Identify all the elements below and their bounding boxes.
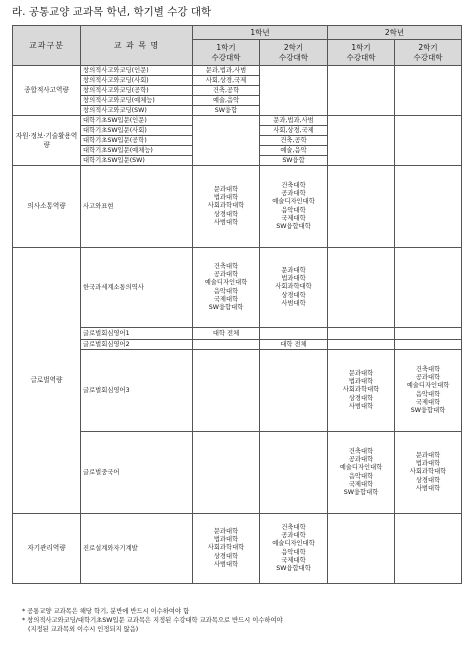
table-row	[13, 514, 462, 584]
category-cell: 글로벌역량	[13, 248, 81, 514]
category-cell: 자기관리역량	[13, 514, 81, 584]
y1s1-cell: 건축,공학	[193, 86, 260, 96]
y1s2-cell: 문과대학 법과대학 사회과학대학 상경대학 사범대학	[260, 248, 328, 328]
table-row	[13, 350, 462, 432]
y1s1-cell: 예술,음악	[193, 96, 260, 106]
y1s1-cell: 문과대학 법과대학 사회과학대학 상경대학 사범대학	[193, 514, 260, 584]
y1s2-cell: 사회,상경,국제	[260, 126, 328, 136]
category-cell: 자원·정보·기술활용역량	[13, 116, 81, 166]
subject-cell: 대학기초SW입문(SW)	[81, 156, 193, 166]
table-row	[13, 166, 462, 248]
subject-cell: 글로벌회심영어3	[81, 350, 193, 432]
y1s2-cell: 건축대학 공과대학 예술디자인대학 음악대학 국제대학 SW융합대학	[260, 514, 328, 584]
course-table	[12, 25, 462, 584]
category-cell: 종합적사고역량	[13, 66, 81, 116]
footnote: (지정된 교과목외 이수시 인정되지 않음)	[28, 626, 139, 634]
footnote: * 창의적사고와코딩/대학기초SW입문 교과목은 지정된 수강대학 교과목으로 반드시 이수하여야	[22, 617, 283, 625]
header-y1-sem2: 2학기 수강대학	[260, 40, 328, 66]
y1s1-cell: 건축대학 공과대학 예술디자인대학 음악대학 국제대학 SW융합대학	[193, 248, 260, 328]
table-row	[13, 432, 462, 514]
y2s2-cell: 건축대학 공과대학 예술디자인대학 음악대학 국제대학 SW융합대학	[395, 350, 462, 432]
subject-cell: 진로설계와자기계발	[81, 514, 193, 584]
y1s2-cell: SW융합	[260, 156, 328, 166]
y1s2-cell: 대학 전체	[260, 340, 328, 350]
y1s2-cell: 예술,음악	[260, 146, 328, 156]
y1s2-cell: 건축대학 공과대학 예술디자인대학 음악대학 국제대학 SW융합대학	[260, 166, 328, 248]
page-title: 라. 공통교양 교과목 학년, 학기별 수강 대학	[12, 6, 212, 18]
table-row	[13, 328, 462, 340]
subject-cell: 창의적사고와코딩(SW)	[81, 106, 193, 116]
subject-cell: 대학기초SW입문(공학)	[81, 136, 193, 146]
subject-cell: 대학기초SW입문(사회)	[81, 126, 193, 136]
subject-cell: 창의적사고와코딩(인문)	[81, 66, 193, 76]
table-row	[13, 66, 462, 76]
subject-cell: 대학기초SW입문(인문)	[81, 116, 193, 126]
subject-cell: 글로벌회심영어2	[81, 340, 193, 350]
y1s1-cell: 문과대학 법과대학 사회과학대학 상경대학 사범대학	[193, 166, 260, 248]
table-row	[13, 248, 462, 328]
header-year2: 2학년	[328, 26, 462, 40]
header-y2-sem2: 2학기 수강대학	[395, 40, 462, 66]
y2s1-cell: 건축대학 공과대학 예술디자인대학 음악대학 국제대학 SW융합대학	[328, 432, 395, 514]
category-cell: 의사소통역량	[13, 166, 81, 248]
footnotes	[22, 607, 283, 634]
y2s2-cell: 문과대학 법과대학 사회과학대학 상경대학 사범대학	[395, 432, 462, 514]
header-year1: 1학년	[193, 26, 328, 40]
y1s1-cell: SW융합	[193, 106, 260, 116]
subject-cell: 창의적사고와코딩(사회)	[81, 76, 193, 86]
y1s2-cell: 건축,공학	[260, 136, 328, 146]
y2s1-cell: 문과대학 법과대학 사회과학대학 상경대학 사범대학	[328, 350, 395, 432]
subject-cell: 대학기초SW입문(예체능)	[81, 146, 193, 156]
subject-cell: 글로벌중국어	[81, 432, 193, 514]
y1s1-cell: 사회,상경,국제	[193, 76, 260, 86]
y1s1-cell: 대학 전체	[193, 328, 260, 340]
table-row	[13, 340, 462, 350]
y1s1-cell: 문과,법과,사범	[193, 66, 260, 76]
header-category: 교과구분	[13, 26, 81, 66]
table-row	[13, 116, 462, 126]
header-y1-sem1: 1학기 수강대학	[193, 40, 260, 66]
subject-cell: 한국과세계소통의역사	[81, 248, 193, 328]
subject-cell: 글로벌회심영어1	[81, 328, 193, 340]
header-y2-sem1: 1학기 수강대학	[328, 40, 395, 66]
subject-cell: 창의적사고와코딩(예체능)	[81, 96, 193, 106]
header-subject: 교 과 목 명	[81, 26, 193, 66]
y1s2-cell: 문과,법과,사범	[260, 116, 328, 126]
footnote: * 공통교양 교과목은 해당 학기, 분반에 반드시 이수하여야 함	[22, 608, 190, 615]
subject-cell: 사고와표현	[81, 166, 193, 248]
subject-cell: 창의적사고와코딩(공학)	[81, 86, 193, 96]
